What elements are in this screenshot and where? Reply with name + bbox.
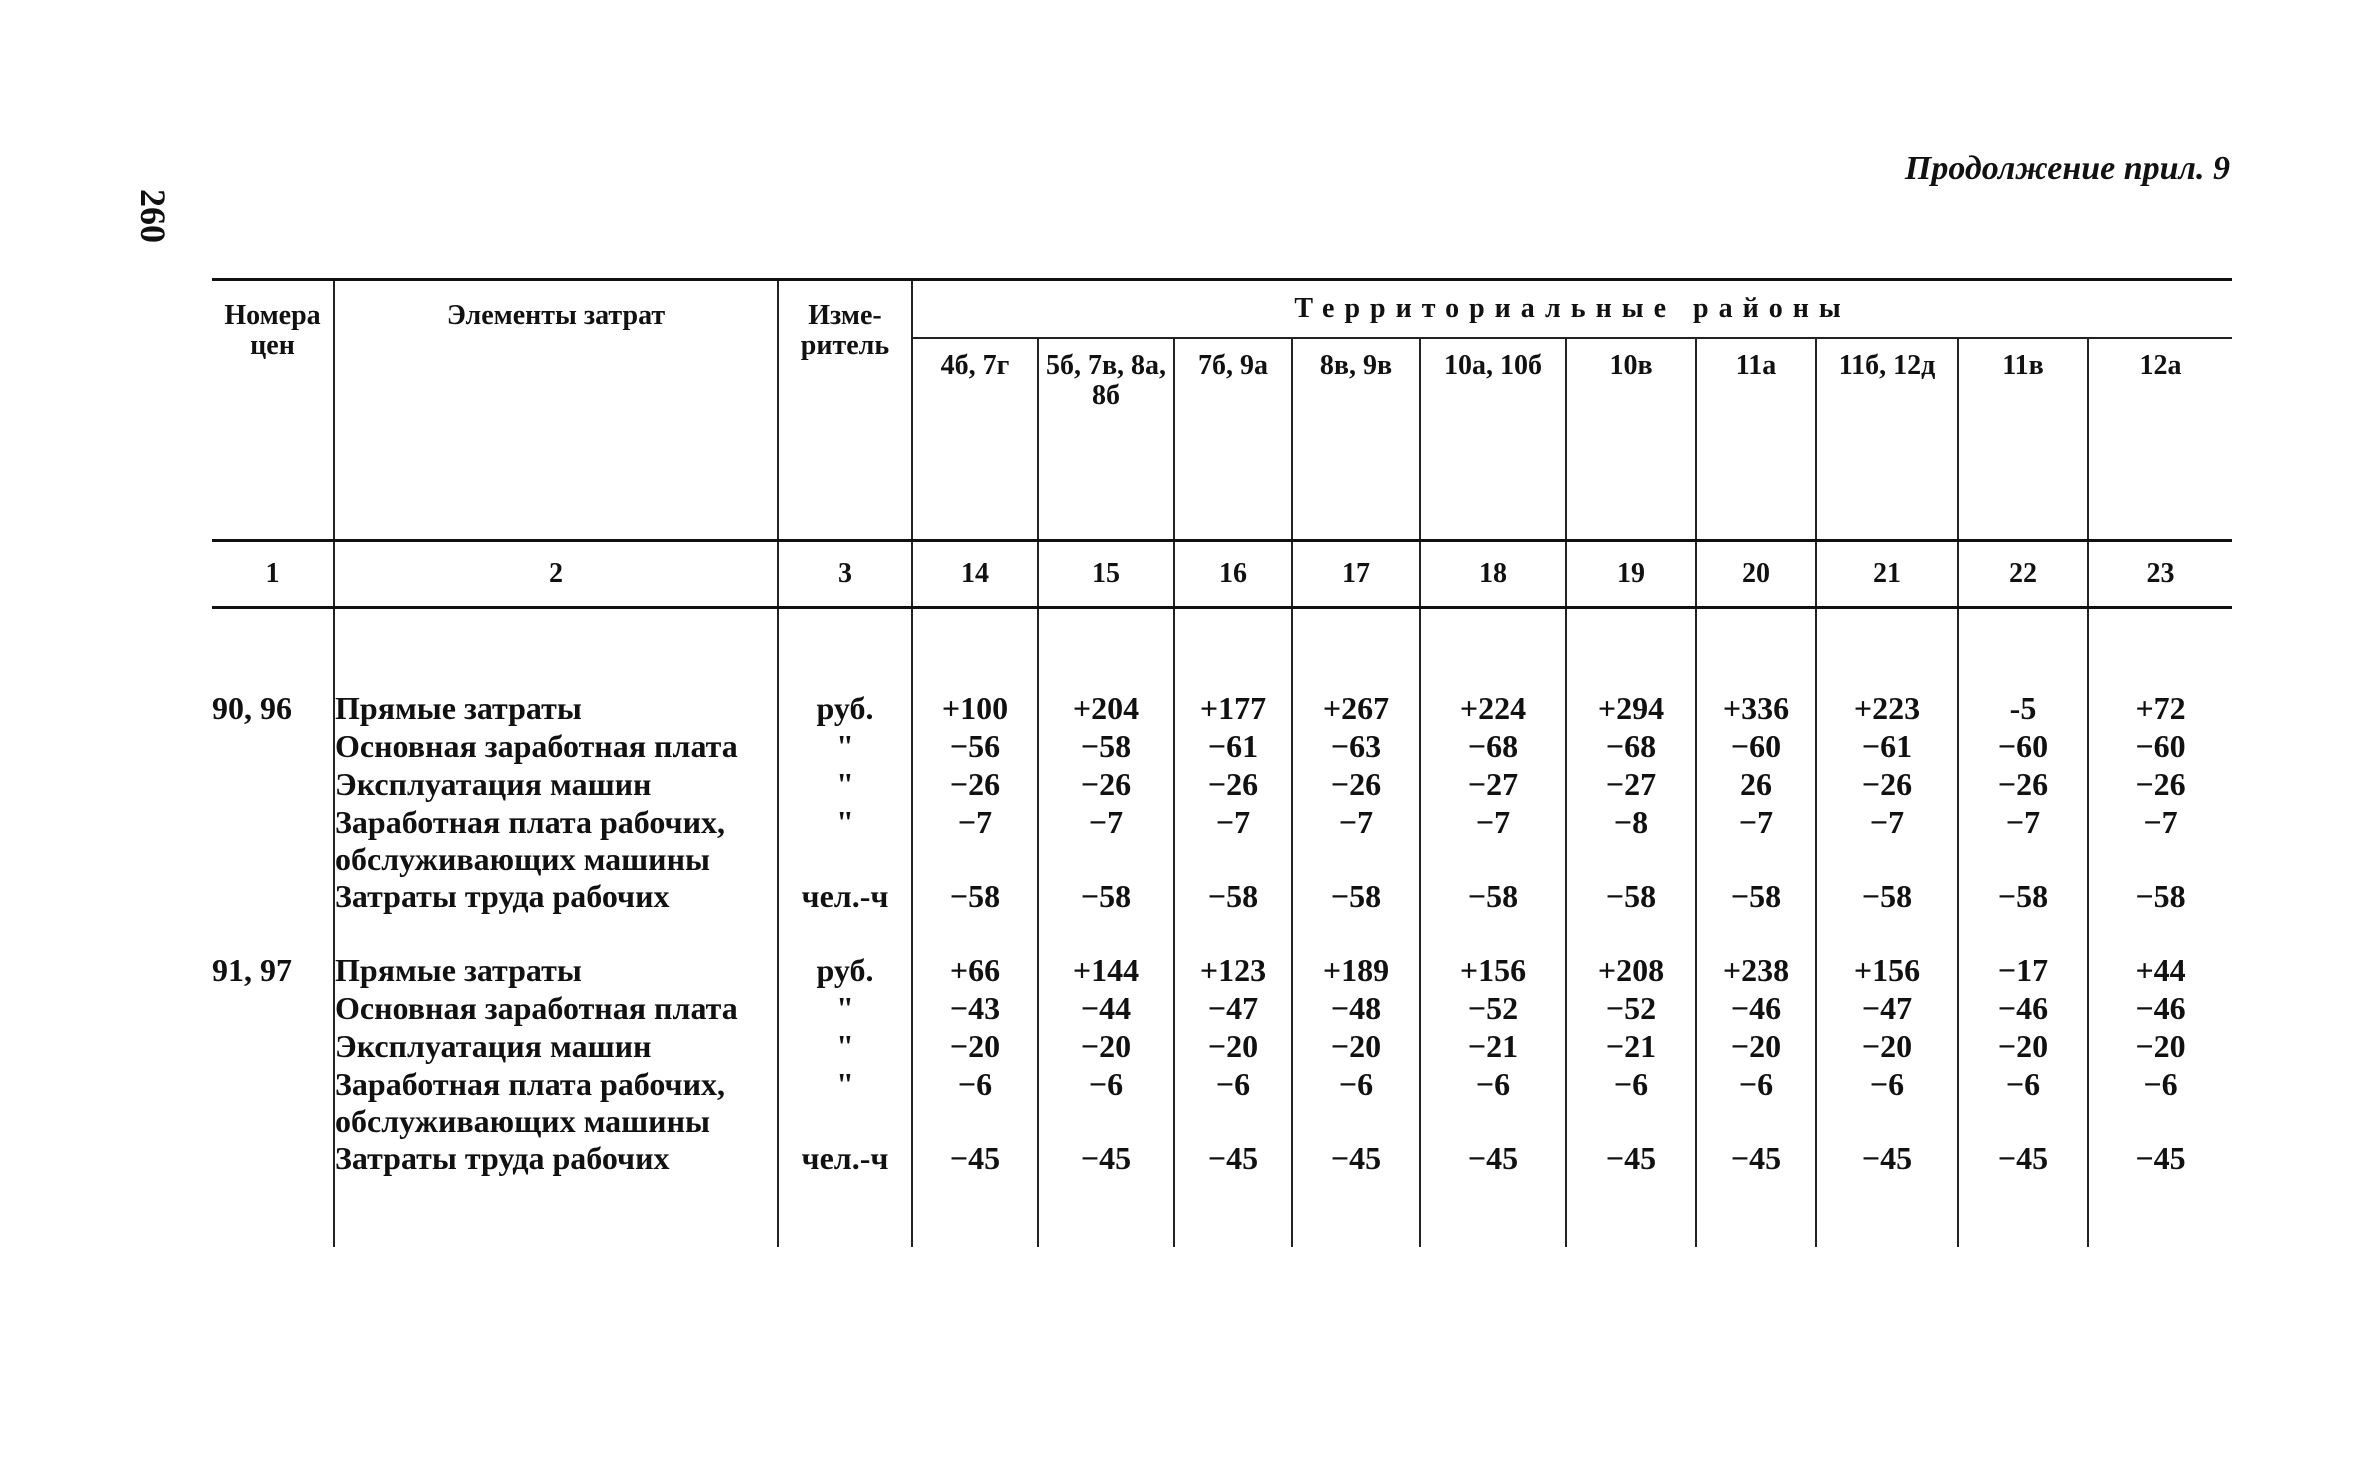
- district-header-8: 11б, 12д: [1816, 338, 1958, 541]
- spacer-cell: [912, 915, 1038, 951]
- value-district-5: −68: [1420, 727, 1566, 765]
- column-number-1: 1: [212, 541, 334, 608]
- value-district-4: −6: [1292, 1065, 1420, 1103]
- value-district-2: −26: [1038, 765, 1174, 803]
- value-district-7: −20: [1696, 1027, 1816, 1065]
- value-district-8: −7: [1816, 803, 1958, 841]
- value-district-10: −26: [2088, 765, 2232, 803]
- district-header-3: 7б, 9а: [1174, 338, 1292, 541]
- spacer-cell: [778, 915, 912, 951]
- value-district-1: −20: [912, 1027, 1038, 1065]
- empty-cell: [912, 1103, 1038, 1139]
- value-district-7: −46: [1696, 989, 1816, 1027]
- value-district-7: −7: [1696, 803, 1816, 841]
- value-district-8: −26: [1816, 765, 1958, 803]
- spacer-row: [212, 915, 2232, 951]
- value-district-1: −7: [912, 803, 1038, 841]
- spacer-cell: [2088, 915, 2232, 951]
- value-district-4: −20: [1292, 1027, 1420, 1065]
- value-district-7: −6: [1696, 1065, 1816, 1103]
- spacer-cell: [1566, 1177, 1696, 1247]
- value-district-10: −60: [2088, 727, 2232, 765]
- spacer-cell: [212, 608, 334, 690]
- spacer-cell: [1958, 1177, 2088, 1247]
- unit: чел.-ч: [778, 877, 912, 915]
- table-row: [212, 1065, 2232, 1103]
- table-row-continuation: [212, 841, 2232, 877]
- value-district-7: −45: [1696, 1139, 1816, 1177]
- continuation-note: Продолжение прил. 9: [1904, 150, 2230, 187]
- column-number-22: 22: [1958, 541, 2088, 608]
- spacer-cell: [1696, 608, 1816, 690]
- value-district-2: +144: [1038, 951, 1174, 989]
- value-district-8: −45: [1816, 1139, 1958, 1177]
- value-district-10: +44: [2088, 951, 2232, 989]
- value-district-7: −58: [1696, 877, 1816, 915]
- value-district-2: −44: [1038, 989, 1174, 1027]
- column-number-15: 15: [1038, 541, 1174, 608]
- spacer-cell: [1420, 915, 1566, 951]
- value-district-10: −45: [2088, 1139, 2232, 1177]
- district-header-6: 10в: [1566, 338, 1696, 541]
- cost-element: Основная заработная плата: [334, 727, 778, 765]
- value-district-9: −45: [1958, 1139, 2088, 1177]
- column-number-23: 23: [2088, 541, 2232, 608]
- price-number: [212, 989, 334, 1027]
- empty-cell: [1696, 841, 1816, 877]
- value-district-3: +177: [1174, 689, 1292, 727]
- value-district-2: −58: [1038, 727, 1174, 765]
- header-price-numbers: Номера цен: [212, 280, 334, 541]
- spacer-cell: [1958, 608, 2088, 690]
- cost-element: Основная заработная плата: [334, 989, 778, 1027]
- value-district-3: −58: [1174, 877, 1292, 915]
- column-number-14: 14: [912, 541, 1038, 608]
- value-district-10: +72: [2088, 689, 2232, 727]
- value-district-2: −6: [1038, 1065, 1174, 1103]
- unit: ": [778, 727, 912, 765]
- spacer-row: [212, 608, 2232, 690]
- value-district-9: −46: [1958, 989, 2088, 1027]
- value-district-5: −7: [1420, 803, 1566, 841]
- value-district-4: −63: [1292, 727, 1420, 765]
- empty-cell: [1292, 1103, 1420, 1139]
- table-row: [212, 877, 2232, 915]
- empty-cell: [1420, 1103, 1566, 1139]
- price-number: [212, 727, 334, 765]
- table-row: [212, 1027, 2232, 1065]
- district-header-9: 11в: [1958, 338, 2088, 541]
- unit: руб.: [778, 689, 912, 727]
- value-district-3: −47: [1174, 989, 1292, 1027]
- spacer-cell: [2088, 608, 2232, 690]
- value-district-1: +100: [912, 689, 1038, 727]
- price-number: [212, 877, 334, 915]
- page-number: 260: [133, 189, 173, 243]
- spacer-cell: [1696, 1177, 1816, 1247]
- spacer-cell: [1566, 915, 1696, 951]
- spacer-cell: [334, 915, 778, 951]
- value-district-9: −58: [1958, 877, 2088, 915]
- value-district-4: −48: [1292, 989, 1420, 1027]
- value-district-1: −43: [912, 989, 1038, 1027]
- table-row: [212, 803, 2232, 841]
- column-number-row: [212, 541, 2232, 608]
- unit: ": [778, 1027, 912, 1065]
- cost-element: Заработная плата рабочих,: [334, 1065, 778, 1103]
- value-district-9: -5: [1958, 689, 2088, 727]
- price-number: [212, 1065, 334, 1103]
- value-district-9: −7: [1958, 803, 2088, 841]
- table-row: [212, 765, 2232, 803]
- value-district-3: +123: [1174, 951, 1292, 989]
- unit: ": [778, 803, 912, 841]
- value-district-1: −56: [912, 727, 1038, 765]
- value-district-2: −45: [1038, 1139, 1174, 1177]
- spacer-cell: [1292, 608, 1420, 690]
- column-number-16: 16: [1174, 541, 1292, 608]
- spacer-cell: [212, 915, 334, 951]
- value-district-8: +223: [1816, 689, 1958, 727]
- value-district-4: −58: [1292, 877, 1420, 915]
- cost-element: Прямые затраты: [334, 689, 778, 727]
- value-district-6: −6: [1566, 1065, 1696, 1103]
- value-district-3: −6: [1174, 1065, 1292, 1103]
- spacer-cell: [1292, 915, 1420, 951]
- price-number: [212, 765, 334, 803]
- value-district-4: −45: [1292, 1139, 1420, 1177]
- spacer-cell: [912, 1177, 1038, 1247]
- value-district-3: −26: [1174, 765, 1292, 803]
- value-district-5: −52: [1420, 989, 1566, 1027]
- spacer-cell: [1174, 608, 1292, 690]
- empty-cell: [1174, 841, 1292, 877]
- value-district-1: −58: [912, 877, 1038, 915]
- spacer-cell: [1816, 608, 1958, 690]
- value-district-10: −46: [2088, 989, 2232, 1027]
- spacer-cell: [1292, 1177, 1420, 1247]
- value-district-6: +294: [1566, 689, 1696, 727]
- district-header-7: 11а: [1696, 338, 1816, 541]
- unit: чел.-ч: [778, 1139, 912, 1177]
- value-district-2: −58: [1038, 877, 1174, 915]
- district-header-10: 12а: [2088, 338, 2232, 541]
- value-district-9: −26: [1958, 765, 2088, 803]
- value-district-6: −52: [1566, 989, 1696, 1027]
- unit: ": [778, 989, 912, 1027]
- value-district-4: −26: [1292, 765, 1420, 803]
- column-number-19: 19: [1566, 541, 1696, 608]
- unit: ": [778, 1065, 912, 1103]
- value-district-5: −27: [1420, 765, 1566, 803]
- spacer-row: [212, 1177, 2232, 1247]
- column-number-21: 21: [1816, 541, 1958, 608]
- empty-cell: [2088, 1103, 2232, 1139]
- table-row: [212, 689, 2232, 727]
- value-district-6: −45: [1566, 1139, 1696, 1177]
- empty-cell: [1038, 841, 1174, 877]
- unit: ": [778, 765, 912, 803]
- value-district-6: −21: [1566, 1027, 1696, 1065]
- header-cost-elements: Элементы затрат: [334, 280, 778, 541]
- price-number: [212, 1027, 334, 1065]
- spacer-cell: [912, 608, 1038, 690]
- table-row: [212, 989, 2232, 1027]
- value-district-4: −7: [1292, 803, 1420, 841]
- empty-cell: [778, 841, 912, 877]
- value-district-7: 26: [1696, 765, 1816, 803]
- empty-cell: [1038, 1103, 1174, 1139]
- cost-element: Затраты труда рабочих: [334, 877, 778, 915]
- price-number: 90, 96: [212, 690, 292, 726]
- value-district-3: −7: [1174, 803, 1292, 841]
- value-district-9: −6: [1958, 1065, 2088, 1103]
- cost-adjustment-table: [212, 278, 2232, 1247]
- empty-cell: [1292, 841, 1420, 877]
- cost-element: Эксплуатация машин: [334, 1027, 778, 1065]
- spacer-cell: [1958, 915, 2088, 951]
- spacer-cell: [1816, 915, 1958, 951]
- value-district-7: +336: [1696, 689, 1816, 727]
- spacer-cell: [1696, 915, 1816, 951]
- value-district-1: +66: [912, 951, 1038, 989]
- price-number: [212, 803, 334, 841]
- price-number: [212, 1103, 334, 1139]
- value-district-2: −7: [1038, 803, 1174, 841]
- empty-cell: [1816, 1103, 1958, 1139]
- value-district-7: −60: [1696, 727, 1816, 765]
- value-district-1: −26: [912, 765, 1038, 803]
- value-district-6: −58: [1566, 877, 1696, 915]
- spacer-cell: [334, 608, 778, 690]
- spacer-cell: [334, 1177, 778, 1247]
- empty-cell: [2088, 841, 2232, 877]
- spacer-cell: [1816, 1177, 1958, 1247]
- value-district-6: −27: [1566, 765, 1696, 803]
- empty-cell: [1174, 1103, 1292, 1139]
- column-number-3: 3: [778, 541, 912, 608]
- spacer-cell: [2088, 1177, 2232, 1247]
- column-number-2: 2: [334, 541, 778, 608]
- value-district-5: +224: [1420, 689, 1566, 727]
- value-district-6: −68: [1566, 727, 1696, 765]
- empty-cell: [1958, 1103, 2088, 1139]
- spacer-cell: [1038, 915, 1174, 951]
- spacer-cell: [778, 608, 912, 690]
- spacer-cell: [1174, 1177, 1292, 1247]
- spacer-cell: [1038, 1177, 1174, 1247]
- cost-element: Прямые затраты: [334, 951, 778, 989]
- column-number-20: 20: [1696, 541, 1816, 608]
- district-header-1: 4б, 7г: [912, 338, 1038, 541]
- cost-element: Эксплуатация машин: [334, 765, 778, 803]
- value-district-3: −61: [1174, 727, 1292, 765]
- spacer-cell: [1420, 608, 1566, 690]
- value-district-10: −20: [2088, 1027, 2232, 1065]
- value-district-9: −60: [1958, 727, 2088, 765]
- value-district-6: −8: [1566, 803, 1696, 841]
- value-district-1: −45: [912, 1139, 1038, 1177]
- spacer-cell: [212, 1177, 334, 1247]
- value-district-10: −7: [2088, 803, 2232, 841]
- column-number-18: 18: [1420, 541, 1566, 608]
- empty-cell: [912, 841, 1038, 877]
- unit: руб.: [778, 951, 912, 989]
- header-row: [212, 280, 2232, 339]
- value-district-5: −21: [1420, 1027, 1566, 1065]
- header-territorial-districts: Территориальные районы: [912, 280, 2232, 339]
- price-number: 91, 97: [212, 952, 292, 988]
- district-header-4: 8в, 9в: [1292, 338, 1420, 541]
- price-number: [212, 1139, 334, 1177]
- column-number-17: 17: [1292, 541, 1420, 608]
- district-header-2: 5б, 7в, 8а, 8б: [1038, 338, 1174, 541]
- value-district-10: −58: [2088, 877, 2232, 915]
- table-row: [212, 727, 2232, 765]
- value-district-5: −58: [1420, 877, 1566, 915]
- value-district-8: +156: [1816, 951, 1958, 989]
- empty-cell: [1816, 841, 1958, 877]
- cost-element-continuation: обслуживающих машины: [334, 1103, 778, 1139]
- spacer-cell: [1566, 608, 1696, 690]
- header-unit: Изме-ритель: [778, 280, 912, 541]
- empty-cell: [1566, 841, 1696, 877]
- spacer-cell: [1174, 915, 1292, 951]
- value-district-9: −20: [1958, 1027, 2088, 1065]
- empty-cell: [1566, 1103, 1696, 1139]
- price-number: [212, 841, 334, 877]
- value-district-2: +204: [1038, 689, 1174, 727]
- empty-cell: [1958, 841, 2088, 877]
- empty-cell: [1696, 1103, 1816, 1139]
- value-district-4: +189: [1292, 951, 1420, 989]
- value-district-4: +267: [1292, 689, 1420, 727]
- value-district-3: −20: [1174, 1027, 1292, 1065]
- table-row-continuation: [212, 1103, 2232, 1139]
- cost-element: Затраты труда рабочих: [334, 1139, 778, 1177]
- value-district-5: +156: [1420, 951, 1566, 989]
- cost-element-continuation: обслуживающих машины: [334, 841, 778, 877]
- value-district-7: +238: [1696, 951, 1816, 989]
- table-row: [212, 1139, 2232, 1177]
- value-district-6: +208: [1566, 951, 1696, 989]
- value-district-8: −58: [1816, 877, 1958, 915]
- value-district-2: −20: [1038, 1027, 1174, 1065]
- value-district-8: −47: [1816, 989, 1958, 1027]
- spacer-cell: [1038, 608, 1174, 690]
- value-district-8: −20: [1816, 1027, 1958, 1065]
- district-header-5: 10а, 10б: [1420, 338, 1566, 541]
- spacer-cell: [778, 1177, 912, 1247]
- spacer-cell: [1420, 1177, 1566, 1247]
- cost-element: Заработная плата рабочих,: [334, 803, 778, 841]
- value-district-9: −17: [1958, 951, 2088, 989]
- empty-cell: [1420, 841, 1566, 877]
- value-district-5: −6: [1420, 1065, 1566, 1103]
- value-district-5: −45: [1420, 1139, 1566, 1177]
- value-district-8: −61: [1816, 727, 1958, 765]
- empty-cell: [778, 1103, 912, 1139]
- value-district-3: −45: [1174, 1139, 1292, 1177]
- table-row: [212, 951, 2232, 989]
- value-district-1: −6: [912, 1065, 1038, 1103]
- value-district-10: −6: [2088, 1065, 2232, 1103]
- value-district-8: −6: [1816, 1065, 1958, 1103]
